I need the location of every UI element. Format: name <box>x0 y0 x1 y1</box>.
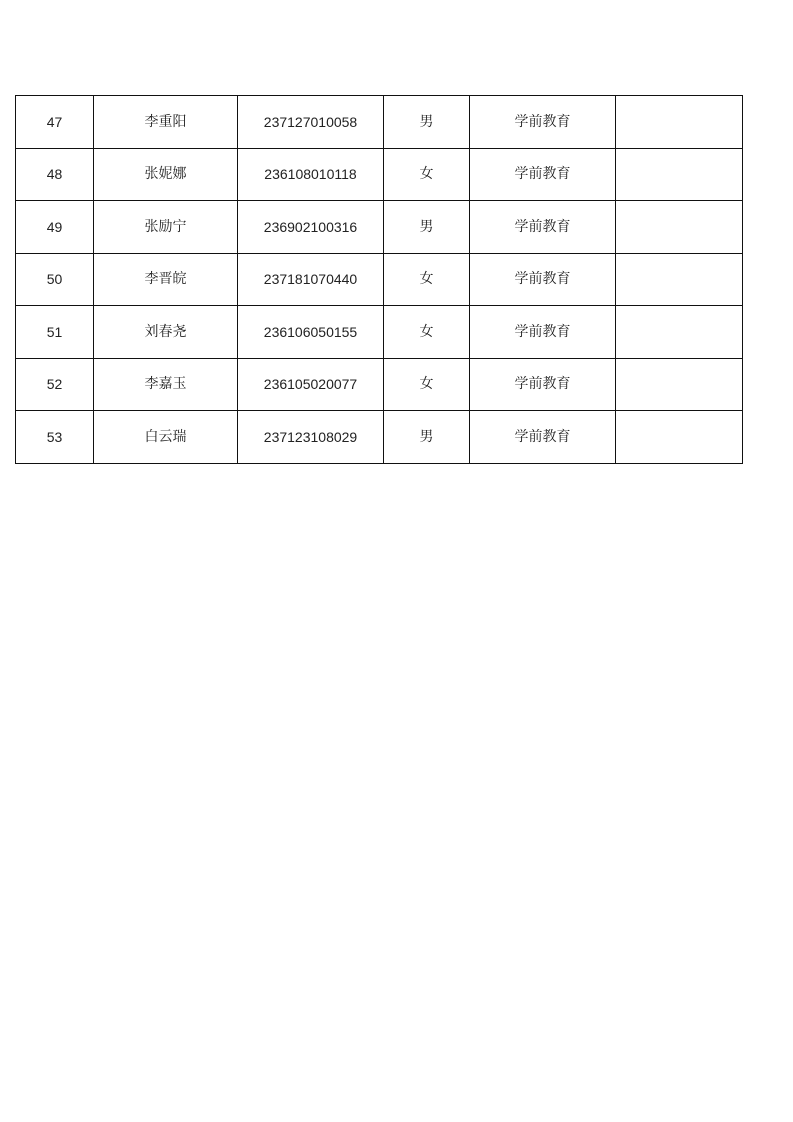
row-number-cell: 53 <box>16 411 94 464</box>
table-row <box>16 253 743 306</box>
row-number-cell: 48 <box>16 148 94 201</box>
row-number-cell: 51 <box>16 306 94 359</box>
row-number-cell: 50 <box>16 253 94 306</box>
remark-cell <box>616 96 743 149</box>
gender-cell: 男 <box>384 411 470 464</box>
gender-cell: 女 <box>384 358 470 411</box>
name-cell: 李重阳 <box>94 96 238 149</box>
major-cell: 学前教育 <box>470 358 616 411</box>
id-number-cell: 237181070440 <box>238 253 384 306</box>
major-cell: 学前教育 <box>470 306 616 359</box>
name-cell: 白云瑞 <box>94 411 238 464</box>
id-number-cell: 236105020077 <box>238 358 384 411</box>
id-number-cell: 237123108029 <box>238 411 384 464</box>
remark-cell <box>616 253 743 306</box>
gender-cell: 女 <box>384 148 470 201</box>
remark-cell <box>616 411 743 464</box>
major-cell: 学前教育 <box>470 411 616 464</box>
major-cell: 学前教育 <box>470 253 616 306</box>
id-number-cell: 236902100316 <box>238 201 384 254</box>
gender-cell: 男 <box>384 96 470 149</box>
row-number-cell: 52 <box>16 358 94 411</box>
id-number-cell: 236106050155 <box>238 306 384 359</box>
id-number-cell: 236108010118 <box>238 148 384 201</box>
gender-cell: 女 <box>384 306 470 359</box>
remark-cell <box>616 148 743 201</box>
name-cell: 刘春尧 <box>94 306 238 359</box>
name-cell: 张妮娜 <box>94 148 238 201</box>
row-number-cell: 47 <box>16 96 94 149</box>
id-number-cell: 237127010058 <box>238 96 384 149</box>
student-table <box>15 95 743 464</box>
gender-cell: 男 <box>384 201 470 254</box>
name-cell: 李嘉玉 <box>94 358 238 411</box>
table-row <box>16 148 743 201</box>
table-row <box>16 96 743 149</box>
row-number-cell: 49 <box>16 201 94 254</box>
major-cell: 学前教育 <box>470 96 616 149</box>
major-cell: 学前教育 <box>470 201 616 254</box>
remark-cell <box>616 201 743 254</box>
name-cell: 李晋皖 <box>94 253 238 306</box>
table-row <box>16 306 743 359</box>
gender-cell: 女 <box>384 253 470 306</box>
table-row <box>16 411 743 464</box>
major-cell: 学前教育 <box>470 148 616 201</box>
table-row <box>16 358 743 411</box>
table-row <box>16 201 743 254</box>
remark-cell <box>616 358 743 411</box>
name-cell: 张励宁 <box>94 201 238 254</box>
remark-cell <box>616 306 743 359</box>
